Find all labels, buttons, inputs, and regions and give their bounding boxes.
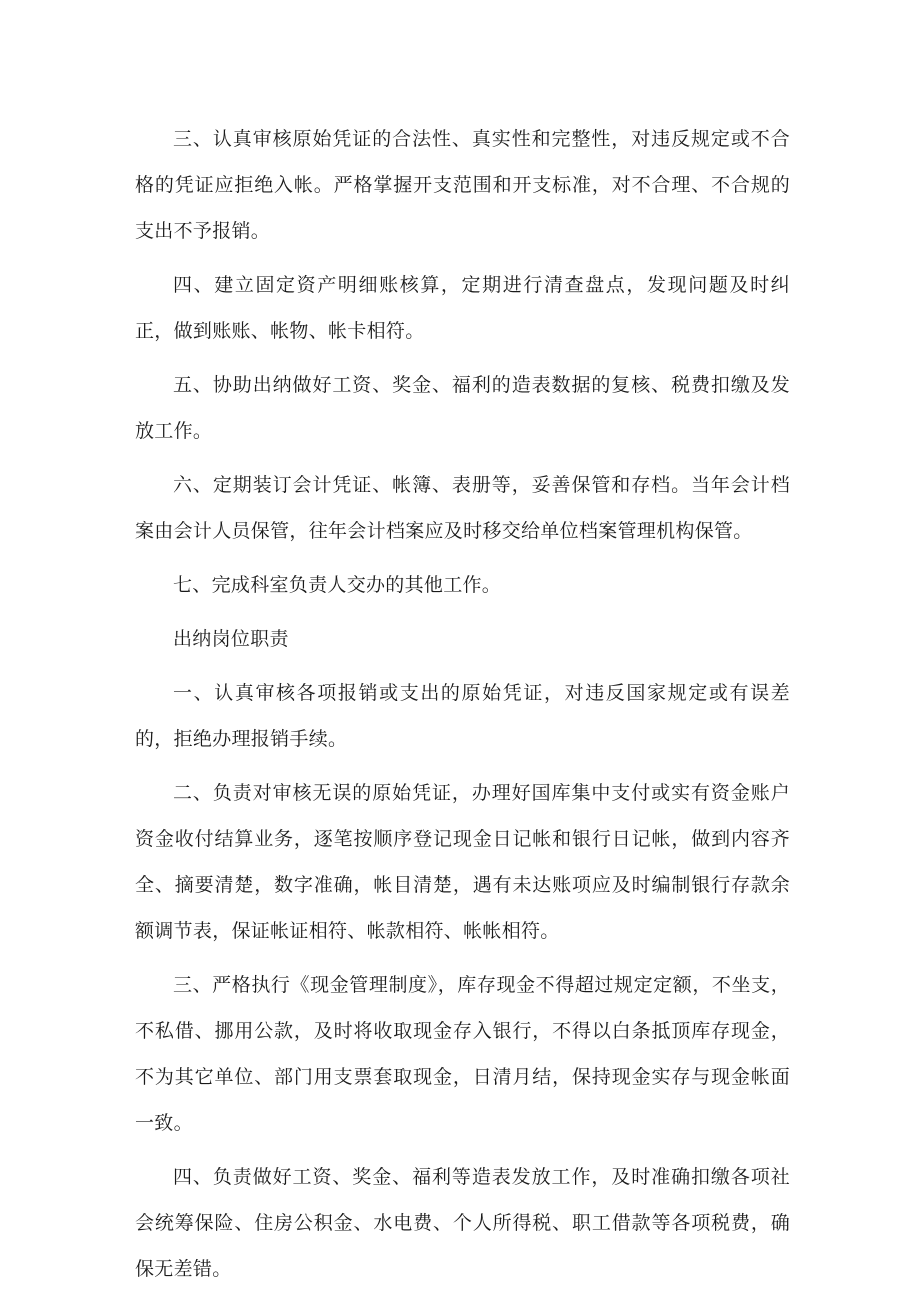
paragraph-cashier-1: 一、认真审核各项报销或支出的原始凭证，对违反国家规定或有误差的，拒绝办理报销手续。 (135, 682, 790, 750)
paragraph-cashier-2: 二、负责对审核无误的原始凭证，办理好国库集中支付或实有资金账户资金收付结算业务，逐笔按顺序登记现金日记帐和银行日记帐，做到内容齐全、摘要清楚，数字准确，帐目清楚，遇有未达账项应及时编制银行存款余额调节表，保证帐证相符、帐款相符、帐帐相符。 (135, 782, 790, 942)
paragraph-accounting-3: 三、认真审核原始凭证的合法性、真实性和完整性，对违反规定或不合格的凭证应拒绝入帐。严格掌握开支范围和开支标准，对不合理、不合规的支出不予报销。 (135, 128, 790, 242)
section-heading-cashier-duties: 出纳岗位职责 (173, 628, 289, 650)
paragraph-accounting-5: 五、协助出纳做好工资、奖金、福利的造表数据的复核、税费扣缴及发放工作。 (135, 374, 790, 442)
paragraph-accounting-4: 四、建立固定资产明细账核算，定期进行清查盘点，发现问题及时纠正，做到账账、帐物、帐卡相符。 (135, 274, 790, 342)
paragraph-accounting-7: 七、完成科室负责人交办的其他工作。 (173, 574, 502, 596)
paragraph-cashier-3: 三、严格执行《现金管理制度》，库存现金不得超过规定定额，不坐支，不私借、挪用公款，及时将收取现金存入银行，不得以白条抵顶库存现金，不为其它单位、部门用支票套取现金，日清月结，保持现金实存与现金帐面一致。 (135, 974, 790, 1134)
paragraph-accounting-6: 六、定期装订会计凭证、帐簿、表册等，妥善保管和存档。当年会计档案由会计人员保管，往年会计档案应及时移交给单位档案管理机构保管。 (135, 474, 790, 542)
paragraph-cashier-4: 四、负责做好工资、奖金、福利等造表发放工作，及时准确扣缴各项社会统筹保险、住房公积金、水电费、个人所得税、职工借款等各项税费，确保无差错。 (135, 1166, 790, 1280)
document-body (135, 116, 790, 1292)
